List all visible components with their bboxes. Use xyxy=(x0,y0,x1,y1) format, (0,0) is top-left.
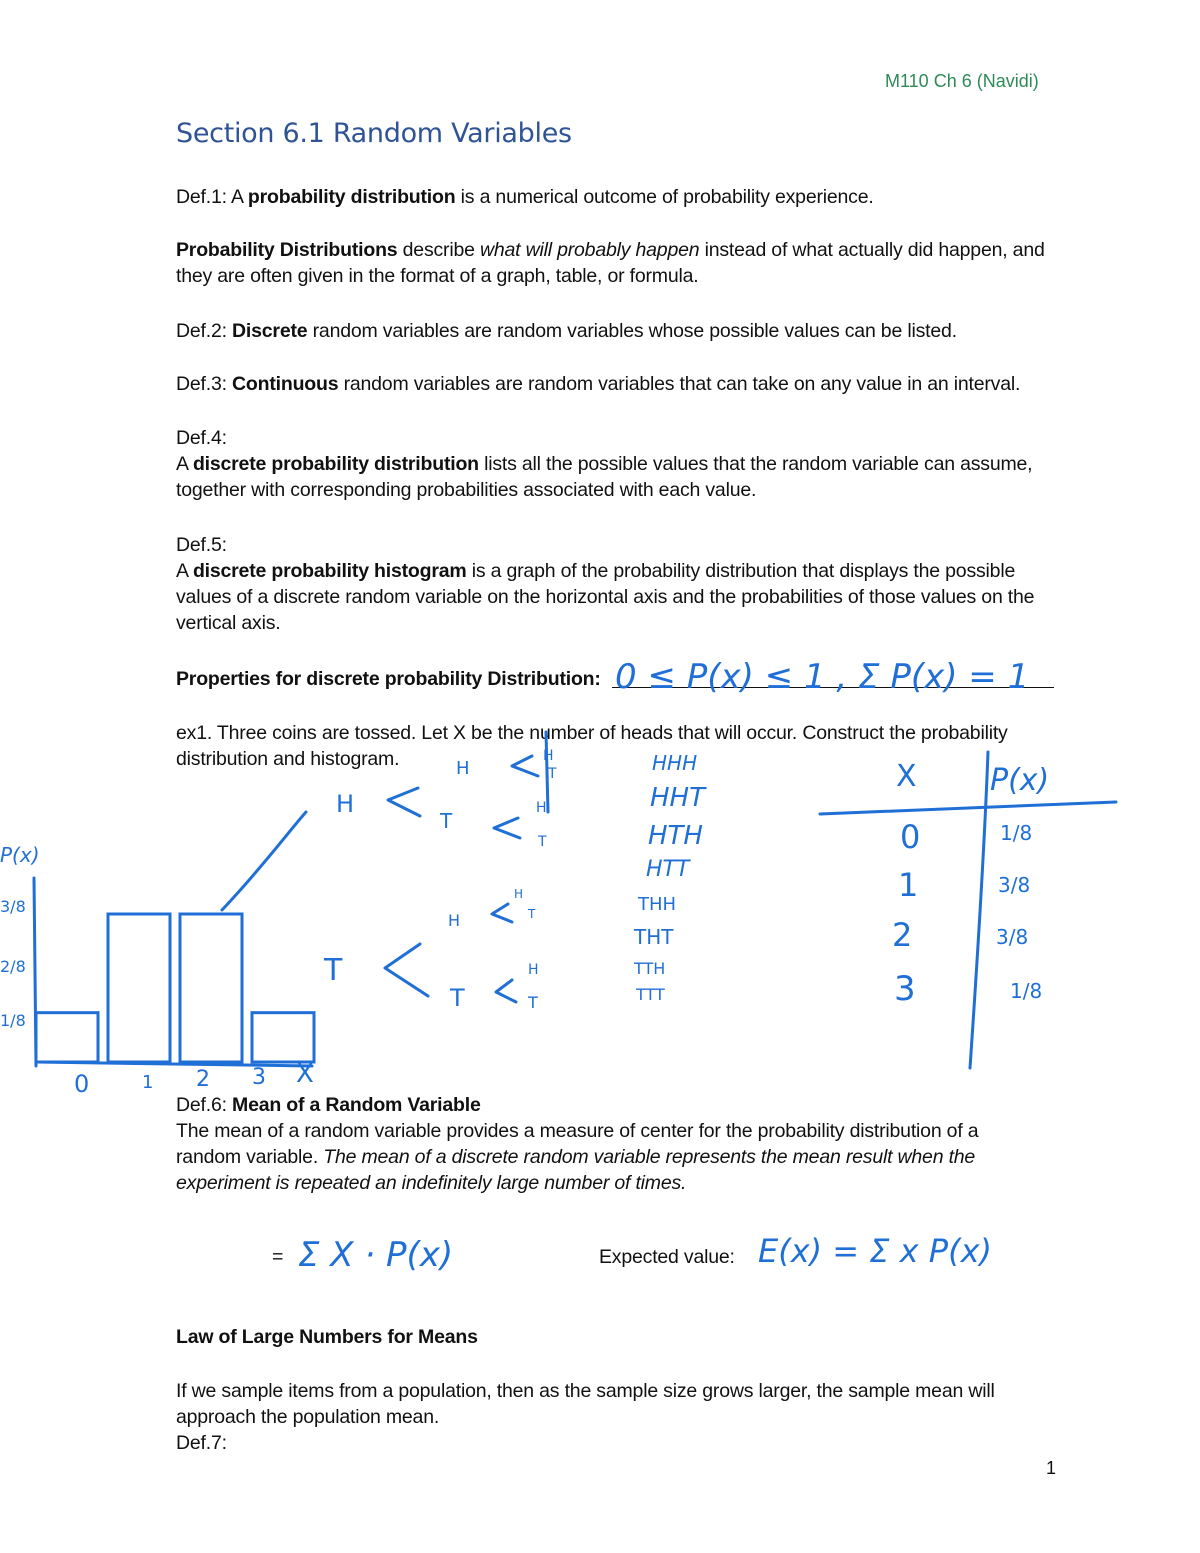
tree-first-H: H xyxy=(336,790,355,818)
table-x-1: 1 xyxy=(898,866,919,904)
tree-branch-3 xyxy=(492,904,512,922)
def6-line3: experiment is repeated an indefinitely large number of times. xyxy=(176,1172,687,1194)
def5-text: is a graph of the probability distribution that displays the possible xyxy=(466,560,1016,582)
def7-label: Def.7: xyxy=(176,1432,227,1454)
table-p-1: 3/8 xyxy=(998,873,1031,897)
table-p-0: 1/8 xyxy=(1000,821,1033,845)
outcome-7: TTH xyxy=(634,959,666,978)
tree-third-5: H xyxy=(514,887,524,901)
tree-stroke xyxy=(546,732,548,812)
def3-text: random variables are random variables that can take on any value in an interval. xyxy=(338,373,1021,395)
lln-title-text: Law of Large Numbers for Means xyxy=(176,1326,478,1348)
probability-table xyxy=(820,752,1116,1068)
def2-prefix: Def.2: xyxy=(176,320,233,342)
hist-ytick-1: 1/8 xyxy=(0,1011,26,1030)
tree-third-8: T xyxy=(528,993,538,1012)
def2-text: random variables are random variables whose possible values can be listed. xyxy=(307,320,957,342)
page-number: 1 xyxy=(1046,1458,1057,1478)
hist-xlabel: X xyxy=(296,1059,314,1089)
expected-value-label: Expected value: xyxy=(599,1246,735,1268)
table-x-0: 0 xyxy=(900,818,921,856)
mean-equals: = xyxy=(272,1246,284,1268)
tree-diagram xyxy=(323,732,557,1012)
def4-text: lists all the possible values that the random variable can assume, xyxy=(478,453,1033,475)
hist-ytick-3: 3/8 xyxy=(0,897,26,916)
def4-prefix: A xyxy=(176,453,193,475)
def6-line2a: random variable. xyxy=(176,1146,324,1168)
def1-term: probability distribution xyxy=(247,186,456,208)
def4-line2: together with corresponding probabilities associated with each value. xyxy=(176,479,757,501)
hist-bar-1 xyxy=(108,914,170,1062)
tree-second-3: H xyxy=(448,911,461,930)
table-p-2: 3/8 xyxy=(996,925,1029,949)
tree-third-6: T xyxy=(528,907,536,921)
expected-formula: E(x) = Σ x P(x) xyxy=(758,1232,992,1270)
def3-prefix: Def.3: xyxy=(176,373,233,395)
properties-label-text: Properties for discrete probability Distribution: xyxy=(176,668,601,690)
outcome-2: HHT xyxy=(650,783,705,813)
lln-line2: approach the population mean. xyxy=(176,1406,440,1428)
prob-dist-text2: instead of what actually did happen, and xyxy=(699,239,1045,261)
tree-third-7: H xyxy=(528,962,539,978)
tree-branch-1 xyxy=(512,756,538,776)
tree-branch-4 xyxy=(496,980,516,1002)
section-title: Section 6.1 Random Variables xyxy=(176,118,572,149)
properties-handwriting: 0 ≤ P(x) ≤ 1 , Σ P(x) = 1 xyxy=(615,657,1030,697)
prob-dist-term: Probability Distributions xyxy=(176,239,398,261)
hist-bar-2 xyxy=(180,914,242,1062)
def6-prefix: Def.6: xyxy=(176,1094,233,1116)
table-vline xyxy=(970,752,988,1068)
prob-dist-italic: what will probably happen xyxy=(479,239,700,261)
table-x-2: 2 xyxy=(892,916,913,954)
outcome-4: HTT xyxy=(646,857,690,882)
histogram xyxy=(0,812,314,1098)
def6-line2b: The mean of a discrete random variable represents the mean result when the xyxy=(323,1146,976,1168)
outcome-5: THH xyxy=(638,894,677,915)
def5-label: Def.5: xyxy=(176,534,227,556)
def6-line1: The mean of a random variable provides a measure of center for the probability distribution of a xyxy=(176,1120,979,1142)
table-x-3: 3 xyxy=(894,969,916,1009)
def5-prefix: A xyxy=(176,560,193,582)
def5-line3: vertical axis. xyxy=(176,612,281,634)
mean-formula: Σ X · P(x) xyxy=(298,1235,454,1275)
tree-third-3: H xyxy=(536,800,547,816)
outcome-8: TTT xyxy=(636,985,665,1004)
outcome-list xyxy=(633,751,707,1004)
def1-prefix: Def.1: A xyxy=(176,186,248,208)
table-header-p: P(x) xyxy=(990,763,1050,798)
hist-xtick-2: 2 xyxy=(196,1067,210,1092)
tree-second-2: T xyxy=(440,809,453,833)
def6-term: Mean of a Random Variable xyxy=(232,1094,481,1116)
hist-xtick-1: 1 xyxy=(142,1072,154,1093)
outcome-6: THT xyxy=(634,925,674,949)
hist-bar-3 xyxy=(252,1013,314,1062)
table-hline xyxy=(820,802,1116,814)
def4-label: Def.4: xyxy=(176,427,227,449)
table-p-3: 1/8 xyxy=(1010,979,1043,1003)
def5-term: discrete probability histogram xyxy=(192,560,467,582)
outcome-1: HHH xyxy=(652,751,698,775)
outcome-3: HTH xyxy=(648,821,703,851)
tree-branch-2 xyxy=(494,818,520,838)
def1-text: is a numerical outcome of probability experience. xyxy=(455,186,874,208)
tree-third-4: T xyxy=(538,834,547,850)
hist-xtick-3: 3 xyxy=(252,1065,266,1090)
tree-first-T: T xyxy=(324,953,343,988)
tree-third-1: H xyxy=(543,748,554,764)
def3-term: Continuous xyxy=(232,373,339,395)
lln-line1: If we sample items from a population, then as the sample size grows larger, the sample mean will xyxy=(176,1380,995,1402)
tree-second-1: H xyxy=(456,758,470,779)
hist-ylabel: P(x) xyxy=(0,843,40,867)
def2-term: Discrete xyxy=(232,320,308,342)
tree-second-4: T xyxy=(450,984,465,1012)
hist-connector xyxy=(222,812,306,910)
hist-bar-0 xyxy=(36,1013,98,1062)
tree-branch-T xyxy=(385,944,428,996)
hist-xtick-0: 0 xyxy=(74,1070,90,1098)
prob-dist-line2: they are often given in the format of a graph, table, or formula. xyxy=(176,265,699,287)
def4-term: discrete probability distribution xyxy=(192,453,479,475)
ex1-line2: distribution and histogram. xyxy=(176,748,400,770)
def5-line2: values of a discrete random variable on the horizontal axis and the probabilities of those values on the xyxy=(176,586,1035,608)
table-header-x: X xyxy=(896,759,917,794)
prob-dist-text1: describe xyxy=(397,239,480,261)
hist-ytick-2: 2/8 xyxy=(0,957,26,976)
page-header: M110 Ch 6 (Navidi) xyxy=(885,71,1039,91)
tree-third-2: T xyxy=(548,766,557,782)
tree-branch-H xyxy=(388,788,420,816)
ex1-line1: ex1. Three coins are tossed. Let X be the number of heads that will occur. Construct the probability xyxy=(176,722,1008,744)
